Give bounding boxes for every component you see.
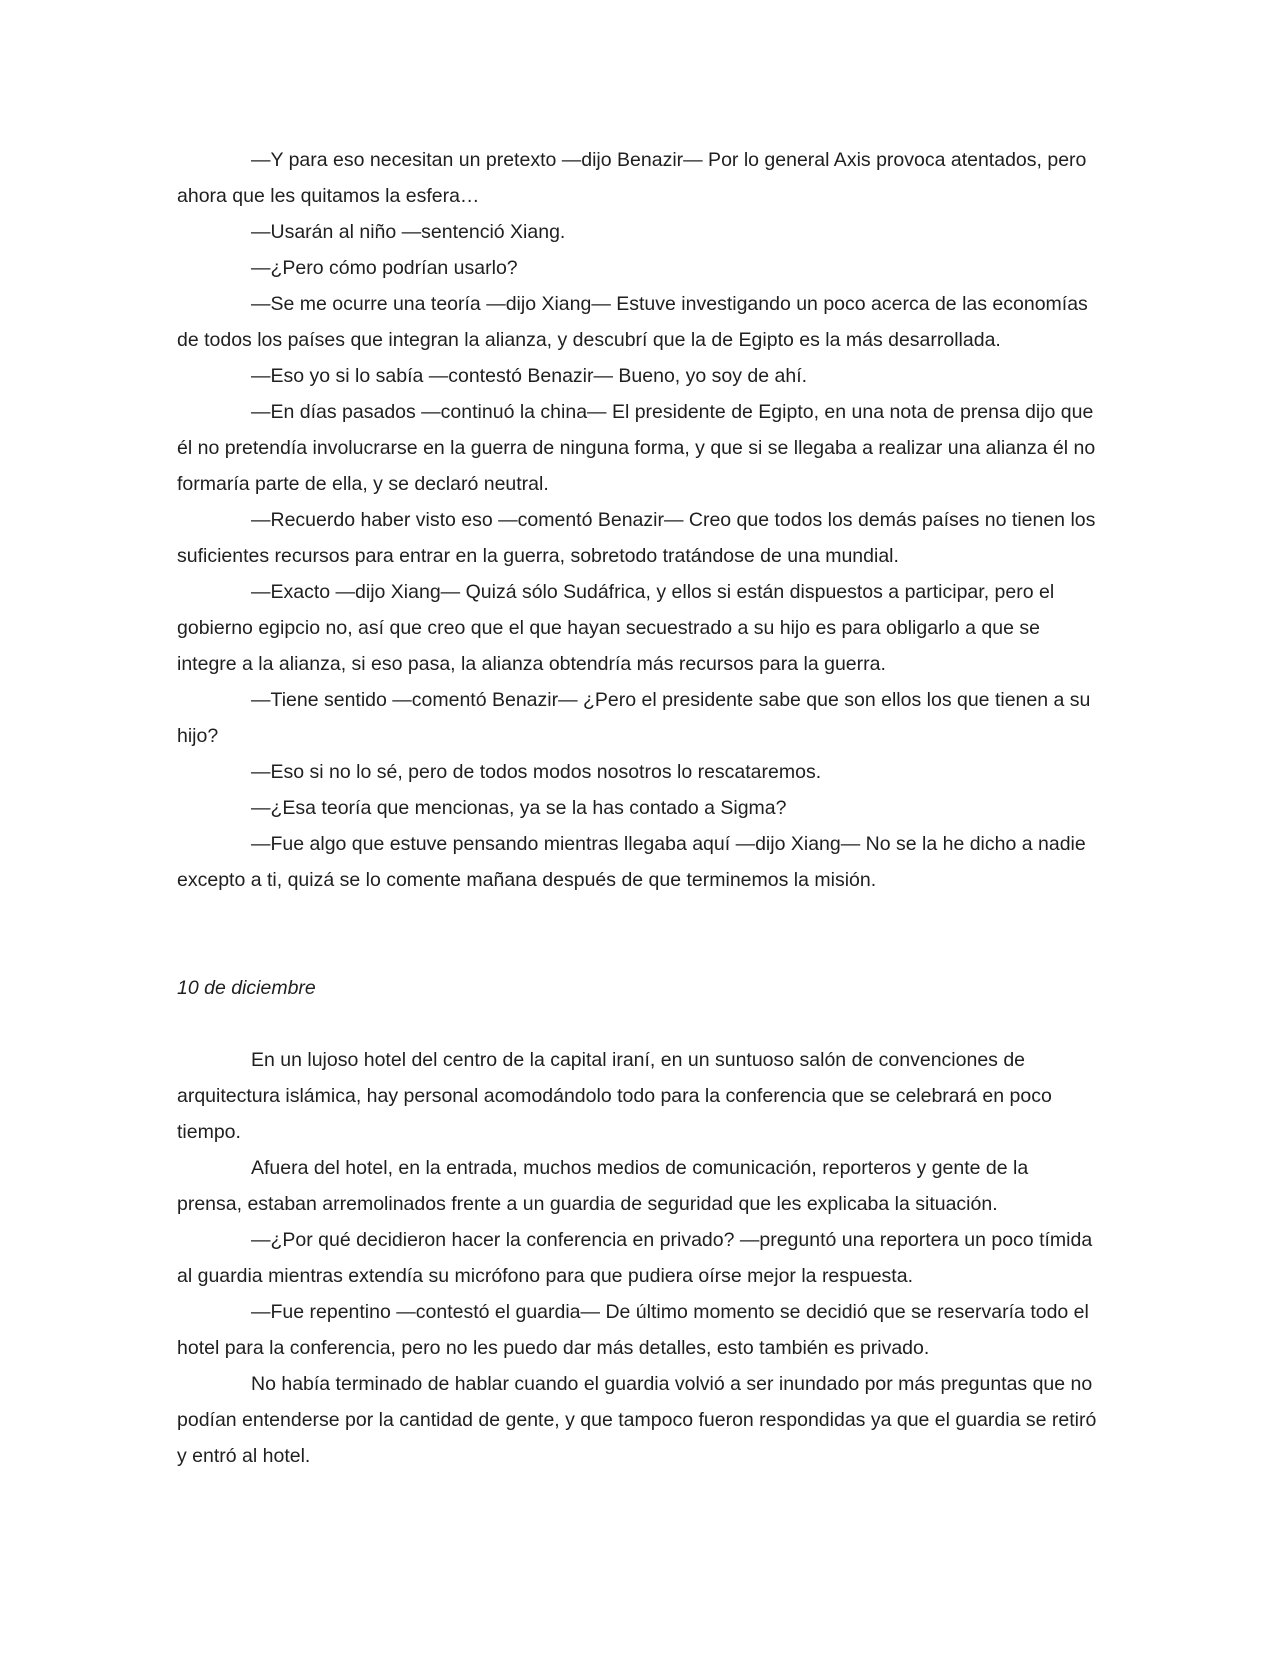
narrative-section: [177, 1042, 1097, 1474]
paragraph: —Y para eso necesitan un pretexto —dijo Benazir— Por lo general Axis provoca atentados, pero ahora que les quitamos la esfera…: [177, 149, 1087, 207]
paragraph: Afuera del hotel, en la entrada, muchos medios de comunicación, reporteros y gente de la prensa, estaban arremolinados frente a un guardia de seguridad que les explicaba la situación.: [177, 1157, 1029, 1215]
paragraph: —¿Por qué decidieron hacer la conferencia en privado? —preguntó una reportera un poco tímida al guardia mientras extendía su micrófono para que pudiera oírse mejor la respuesta.: [177, 1229, 1093, 1287]
paragraph: —Fue repentino —contestó el guardia— De último momento se decidió que se reservaría todo el hotel para la conferencia, pero no les puedo dar más detalles, esto también es privado.: [177, 1301, 1089, 1359]
dialogue-section: [177, 142, 1097, 898]
paragraph: —Eso si no lo sé, pero de todos modos nosotros lo rescataremos.: [251, 761, 822, 783]
paragraph: —Recuerdo haber visto eso —comentó Benazir— Creo que todos los demás países no tienen los suficientes recursos para entrar en la guerra, sobretodo tratándose de una mundial.: [177, 509, 1096, 567]
date-heading: 10 de diciembre: [177, 977, 316, 999]
paragraph: —Fue algo que estuve pensando mientras llegaba aquí —dijo Xiang— No se la he dicho a nadie excepto a ti, quizá se lo comente mañana después de que terminemos la misión.: [177, 833, 1086, 891]
paragraph: —Se me ocurre una teoría —dijo Xiang— Estuve investigando un poco acerca de las economías de todos los países que integran la alianza, y descubrí que la de Egipto es la más desarrollada.: [177, 293, 1088, 351]
paragraph: En un lujoso hotel del centro de la capital iraní, en un suntuoso salón de convenciones de arquitectura islámica, hay personal acomodándolo todo para la conferencia que se celebrará en poco tiempo.: [177, 1049, 1052, 1143]
paragraph: —En días pasados —continuó la china— El presidente de Egipto, en una nota de prensa dijo que él no pretendía involucrarse en la guerra de ninguna forma, y que si se llegaba a realizar una alianza él no formaría parte de ella, y se declaró neutral.: [177, 401, 1096, 495]
paragraph: No había terminado de hablar cuando el guardia volvió a ser inundado por más preguntas que no podían entenderse por la cantidad de gente, y que tampoco fueron respondidas ya que el guardia se retiró y entró al hotel.: [177, 1373, 1097, 1467]
paragraph: —¿Pero cómo podrían usarlo?: [251, 257, 518, 279]
paragraph: —Eso yo si lo sabía —contestó Benazir— Bueno, yo soy de ahí.: [251, 365, 808, 387]
paragraph: —Usarán al niño —sentenció Xiang.: [251, 221, 566, 243]
paragraph: —Exacto —dijo Xiang— Quizá sólo Sudáfrica, y ellos si están dispuestos a participar, pero el gobierno egipcio no, así que creo que el que hayan secuestrado a su hijo es para obligarlo a que se integre a la alianza, si eso pasa, la alianza obtendría más recursos para la guerra.: [177, 581, 1055, 675]
paragraph: —¿Esa teoría que mencionas, ya se la has contado a Sigma?: [251, 797, 787, 819]
paragraph: —Tiene sentido —comentó Benazir— ¿Pero el presidente sabe que son ellos los que tienen a su hijo?: [177, 689, 1091, 747]
